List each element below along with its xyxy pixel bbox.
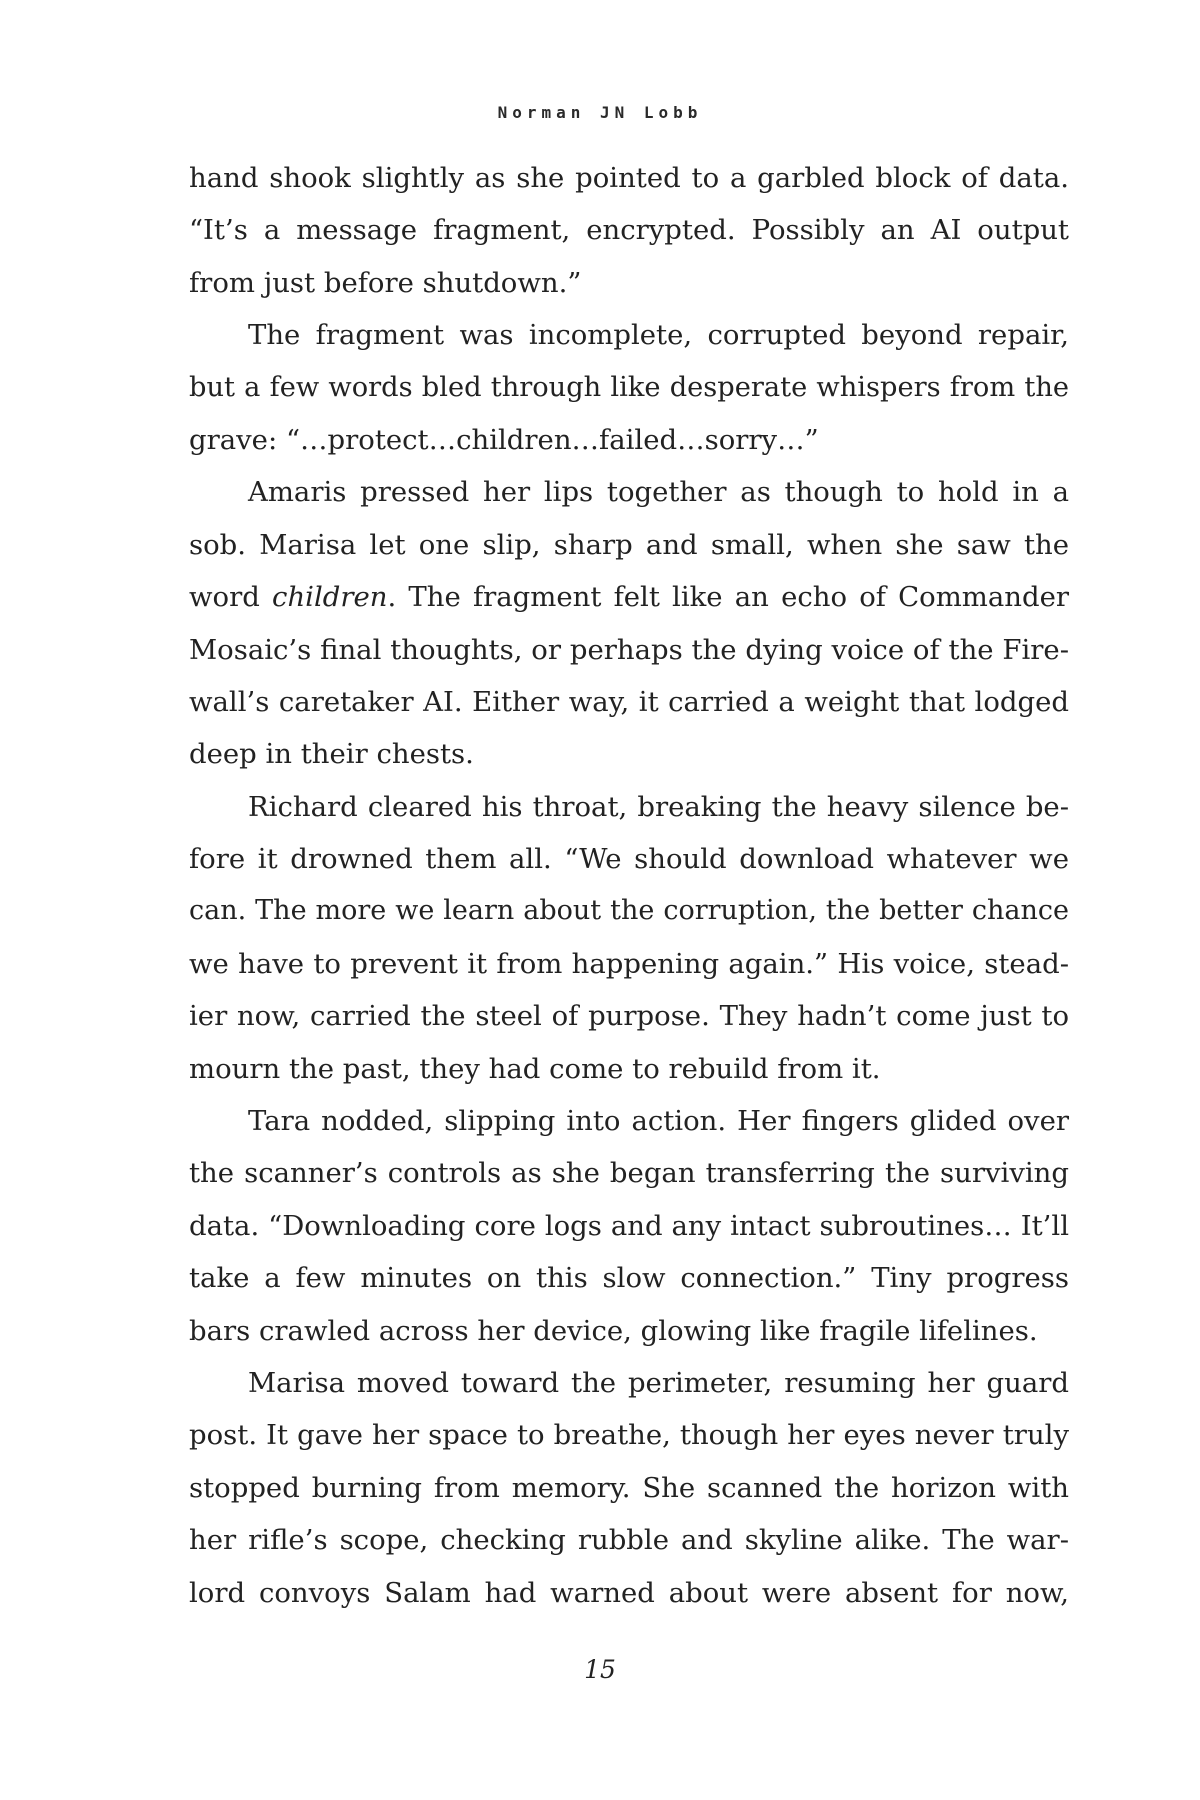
text-line: we have to prevent it from happening again.” His voice, stead- [189,947,1069,980]
page-number: 15 [584,1655,616,1684]
paragraph [189,1357,1069,1619]
running-head-author: Norman JN Lobb [497,103,703,122]
paragraph [189,309,1069,466]
text-line: Amaris pressed her lips together as though to hold in a [248,476,1069,509]
text-run: word [189,581,273,614]
paragraph [189,466,1069,780]
text-line [189,571,1069,623]
text-line: fore it drowned them all. “We should download whatever we [189,843,1069,876]
text-line: post. It gave her space to breathe, though her eyes never truly [189,1419,1069,1452]
text-line: her rifle’s scope, checking rubble and skyline alike. The war- [189,1524,1069,1557]
text-line: from just before shutdown.” [189,266,582,299]
text-line: Tara nodded, slipping into action. Her fingers glided over [248,1105,1069,1138]
text-line: but a few words bled through like desperate whispers from the [189,371,1069,403]
emphasized-word: children [272,581,388,614]
body-text [189,152,1069,1619]
paragraph [189,1095,1069,1357]
text-line: grave: “…protect…children…failed…sorry…” [189,423,819,456]
text-line: take a few minutes on this slow connection.” Tiny progress [189,1262,1069,1295]
text-line: Marisa moved toward the perimeter, resuming her guard [248,1366,1069,1399]
text-line: The fragment was incomplete, corrupted beyond repair, [248,319,1069,352]
text-line: lord convoys Salam had warned about were absent for now, [189,1576,1069,1609]
paragraph [189,152,1069,309]
text-line: wall’s caretaker AI. Either way, it carried a weight that lodged [189,685,1069,718]
text-line: “It’s a message fragment, encrypted. Possibly an AI output [189,214,1069,247]
text-line: bars crawled across her device, glowing like fragile lifelines. [189,1314,1038,1347]
text-line: sob. Marisa let one slip, sharp and small, when she saw the [189,528,1069,561]
text-line: stopped burning from memory. She scanned the horizon with [189,1471,1069,1504]
text-line: hand shook slightly as she pointed to a garbled block of data. [189,162,1069,194]
text-line: mourn the past, they had come to rebuild from it. [189,1052,881,1085]
text-line: deep in their chests. [189,738,474,771]
text-line: Richard cleared his throat, breaking the heavy silence be- [248,790,1069,823]
paragraph [189,781,1069,1095]
text-line: can. The more we learn about the corruption, the better chance [189,895,1069,927]
text-line: data. “Downloading core logs and any intact subroutines… It’ll [189,1209,1069,1242]
text-line: Mosaic’s final thoughts, or perhaps the dying voice of the Fire- [189,633,1069,666]
text-line: ier now, carried the steel of purpose. They hadn’t come just to [189,1000,1069,1033]
text-run: . The fragment felt like an echo of Commander [387,581,1070,614]
text-line: the scanner’s controls as she began transferring the surviving [189,1157,1069,1190]
